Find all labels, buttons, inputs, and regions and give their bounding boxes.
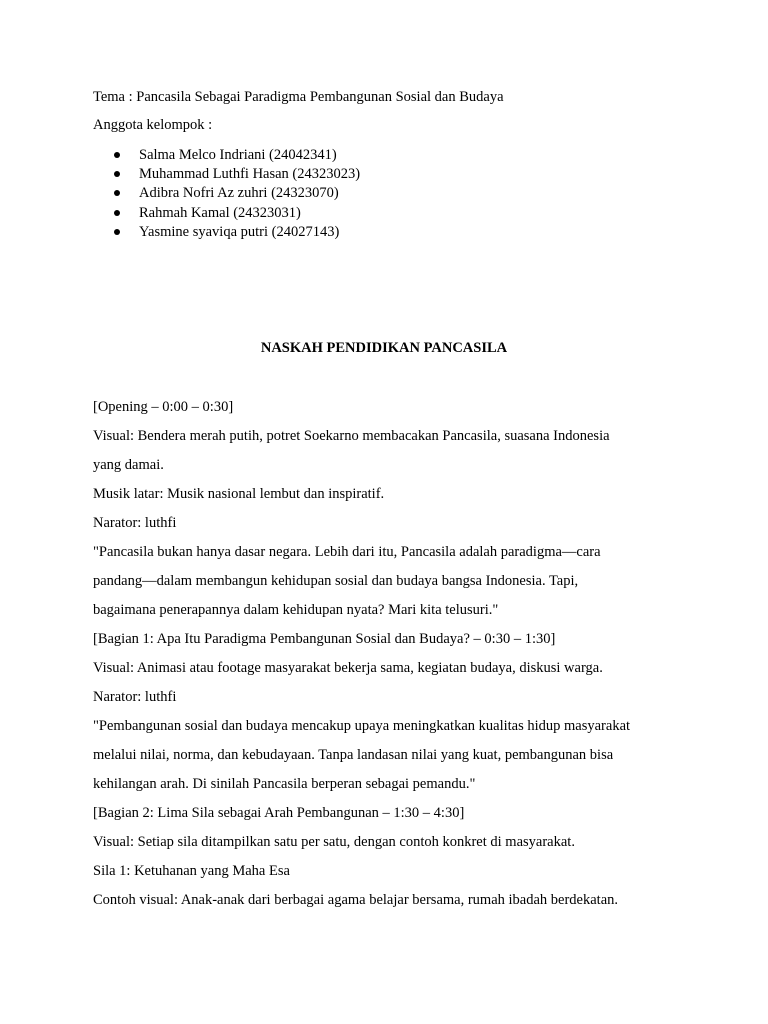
member-name: Muhammad Luthfi Hasan (24323023) [139, 166, 361, 182]
list-item [139, 223, 339, 241]
paragraph-line: Visual: Animasi atau footage masyarakat bekerja sama, kegiatan budaya, diskusi warga. [93, 660, 603, 676]
paragraph-line: Musik latar: Musik nasional lembut dan inspiratif. [93, 486, 385, 502]
section-heading: [Bagian 2: Lima Sila sebagai Arah Pembangunan – 1:30 – 4:30] [93, 805, 465, 821]
list-item [139, 184, 339, 202]
member-name: Rahmah Kamal (24323031) [139, 205, 301, 221]
paragraph-line: bagaimana penerapannya dalam kehidupan nyata? Mari kita telusuri." [93, 602, 499, 618]
list-item [139, 204, 301, 222]
paragraph-line: "Pancasila bukan hanya dasar negara. Lebih dari itu, Pancasila adalah paradigma—cara [93, 544, 601, 560]
bullet-icon [114, 171, 120, 177]
paragraph-line: Narator: luthfi [93, 515, 177, 531]
bullet-icon [114, 152, 120, 158]
list-item [139, 165, 360, 183]
paragraph-line: melalui nilai, norma, dan kebudayaan. Tanpa landasan nilai yang kuat, pembangunan bisa [93, 747, 614, 763]
paragraph-line: Narator: luthfi [93, 689, 177, 705]
members-label: Anggota kelompok : [93, 117, 213, 133]
paragraph-line: yang damai. [93, 457, 164, 473]
list-item [139, 146, 337, 164]
bullet-icon [114, 229, 120, 235]
section-heading: [Opening – 0:00 – 0:30] [93, 399, 234, 415]
member-name: Yasmine syaviqa putri (24027143) [139, 224, 340, 240]
paragraph-line: kehilangan arah. Di sinilah Pancasila berperan sebagai pemandu." [93, 776, 476, 792]
paragraph-line: pandang—dalam membangun kehidupan sosial dan budaya bangsa Indonesia. Tapi, [93, 573, 579, 589]
bullet-icon [114, 190, 120, 196]
section-heading: [Bagian 1: Apa Itu Paradigma Pembangunan Sosial dan Budaya? – 0:30 – 1:30] [93, 631, 556, 647]
document-title: NASKAH PENDIDIKAN PANCASILA [260, 340, 508, 356]
member-name: Adibra Nofri Az zuhri (24323070) [139, 185, 339, 201]
paragraph-line: Visual: Bendera merah putih, potret Soekarno membacakan Pancasila, suasana Indonesia [93, 428, 610, 444]
bullet-icon [114, 210, 120, 216]
paragraph-line: Visual: Setiap sila ditampilkan satu per satu, dengan contoh konkret di masyarakat. [93, 834, 575, 850]
member-name: Salma Melco Indriani (24042341) [139, 147, 337, 163]
paragraph-line: Sila 1: Ketuhanan yang Maha Esa [93, 863, 290, 879]
paragraph-line: "Pembangunan sosial dan budaya mencakup upaya meningkatkan kualitas hidup masyarakat [93, 718, 631, 734]
paragraph-line: Contoh visual: Anak-anak dari berbagai agama belajar bersama, rumah ibadah berdekatan. [93, 892, 619, 908]
theme-line: Tema : Pancasila Sebagai Paradigma Pembangunan Sosial dan Budaya [93, 89, 504, 105]
